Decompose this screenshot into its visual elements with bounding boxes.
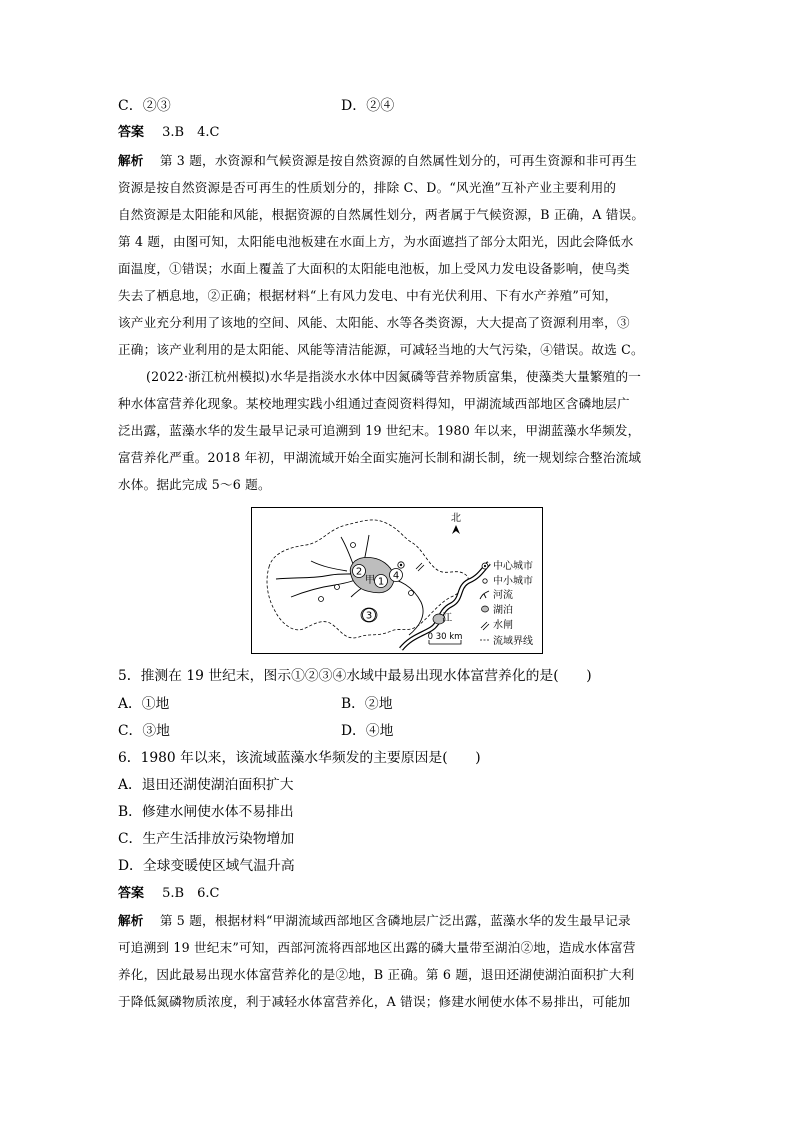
legend-small-city-icon — [483, 579, 487, 583]
explanation-line: 于降低氮磷物质浓度，利于减轻水体富营养化，A 错误；修建水闸使水体不易排出，可能加 — [118, 994, 631, 1009]
scale-label: 0 30 km — [427, 632, 463, 642]
explanation-text: 第 5 题，根据材料“甲湖流域西部地区含磷地层广泛出露，蓝藻水华的发生最早记录 — [159, 913, 631, 928]
answer-value: 5.B 6.C — [162, 886, 220, 901]
material-line: 水体。据此完成 5～6 题。 — [118, 477, 271, 492]
explanation-line: 自然资源是太阳能和风能，根据资源的自然属性划分，两者属于气候资源，B 正确，A 错误。 — [118, 207, 645, 222]
marker-1 — [375, 575, 388, 588]
material-line: 种水体富营养化现象。某校地理实践小组通过查阅资料得知，甲湖流域西部地区含磷地层广 — [118, 396, 630, 411]
svg-text:3: 3 — [365, 610, 373, 622]
river-label: 江 — [442, 613, 452, 624]
question-5-option-b[interactable]: B．②地 — [341, 696, 393, 712]
question-6-option-a[interactable]: A．退田还湖使湖泊面积扩大 — [118, 777, 294, 793]
svg-text:4: 4 — [392, 570, 400, 582]
question-6-option-b[interactable]: B．修建水闸使水体不易排出 — [118, 804, 294, 820]
legend-label: 中心城市 — [493, 561, 533, 572]
svg-text:2: 2 — [355, 566, 363, 578]
question-5-stem: 5．推测在 19 世纪末，图示①②③④水域中最易出现水体富营养化的是( ) — [118, 668, 592, 684]
marker-4 — [390, 569, 403, 582]
explanation-line: 第 4 题，由图可知，太阳能电池板建在水面上方，为水面遮挡了部分太阳光，因此会降低水 — [118, 234, 634, 249]
center-city-dot — [400, 564, 402, 566]
legend-label: 湖泊 — [493, 605, 513, 616]
small-city — [335, 585, 340, 590]
option-d-prev: D．②④ — [341, 98, 395, 114]
explanation-line: 资源是按自然资源是否可再生的性质划分的，排除 C、D。“风光渔”互补产业主要利用的 — [118, 180, 617, 195]
svg-text:1: 1 — [377, 576, 385, 588]
explanation-label: 解析 — [118, 153, 144, 168]
lake-label: 甲 — [365, 575, 375, 586]
explanation-label: 解析 — [118, 913, 144, 928]
north-label: 北 — [451, 513, 461, 524]
answer-row-2 — [118, 885, 219, 903]
legend-lake-icon — [482, 606, 489, 612]
explanation-line: 养化，因此最易出现水体富营养化的是②地，B 正确。第 6 题，退田还湖使湖泊面积扩大利 — [118, 967, 635, 982]
question-6-option-c[interactable]: C．生产生活排放污染物增加 — [118, 831, 295, 847]
question-5-option-a[interactable]: A．①地 — [118, 696, 170, 712]
explanation-line: 该产业充分利用了该地的空间、风能、太阳能、水等各类资源，大大提高了资源利用率，③ — [118, 315, 630, 330]
question-6-stem: 6．1980 年以来，该流域蓝藻水华频发的主要原因是( ) — [118, 750, 481, 766]
answer-value: 3.B 4.C — [162, 125, 220, 140]
answer-label: 答案 — [118, 125, 145, 140]
explanation-line: 可追溯到 19 世纪末”可知，西部河流将西部地区出露的磷大量带至湖泊②地，造成水体富营 — [118, 940, 636, 955]
legend-label: 水闸 — [493, 620, 513, 631]
marker-2 — [353, 565, 366, 578]
answer-label: 答案 — [118, 886, 145, 901]
material-line: 富营养化严重。2018 年初，甲湖流域开始全面实施河长制和湖长制，统一规划综合整治流域 — [118, 450, 642, 465]
question-6-option-d[interactable]: D．全球变暖使区域气温升高 — [118, 858, 295, 874]
answer-row-1 — [118, 124, 219, 142]
question-5-option-d[interactable]: D．④地 — [341, 723, 394, 739]
legend-label: 中小城市 — [493, 576, 533, 587]
legend-label: 流域界线 — [493, 636, 533, 647]
marker-3 — [363, 609, 376, 622]
material-line: (2022·浙江杭州模拟)水华是指淡水水体中因氮磷等营养物质富集，使藻类大量繁殖的一 — [146, 369, 642, 384]
explanation-line: 面温度，①错误；水面上覆盖了大面积的太阳能电池板，加上受风力发电设备影响，使鸟类 — [118, 261, 630, 276]
option-c-prev: C．②③ — [118, 98, 171, 114]
watershed-map — [251, 507, 543, 654]
explanation-line: 正确；该产业利用的是太阳能、风能等清洁能源，可减轻当地的大气污染，④错误。故选 C。 — [118, 342, 644, 357]
small-city — [409, 591, 414, 596]
question-5-option-c[interactable]: C．③地 — [118, 723, 170, 739]
legend-label: 河流 — [493, 590, 513, 601]
explanation-text: 第 3 题，水资源和气候资源是按自然资源的自然属性划分的，可再生资源和非可再生 — [159, 153, 638, 168]
explanation-line: 失去了栖息地，②正确；根据材料“上有风力发电、中有光伏利用、下有水产养殖”可知， — [118, 288, 618, 303]
explanation-line — [118, 152, 637, 170]
small-city — [319, 597, 324, 602]
material-line: 泛出露，蓝藻水华的发生最早记录可追溯到 19 世纪末。1980 年以来，甲湖蓝藻水华频发， — [118, 423, 641, 438]
small-city — [351, 543, 356, 548]
explanation-line — [118, 912, 631, 930]
